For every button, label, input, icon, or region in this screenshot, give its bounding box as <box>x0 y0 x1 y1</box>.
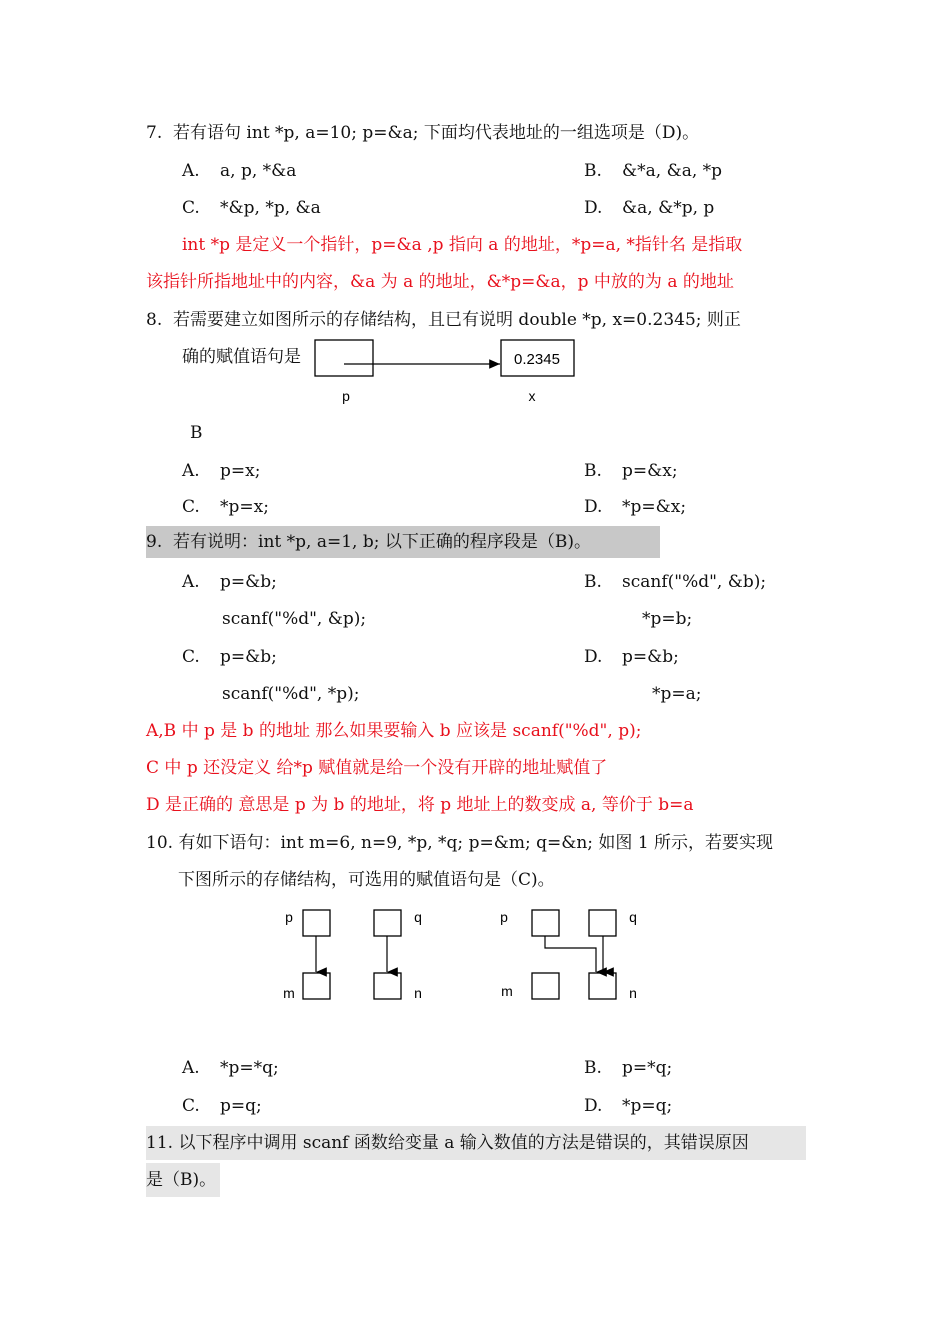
q7-option-b-label: B. <box>584 161 602 181</box>
q10-stem-line1: 10. 有如下语句：int m=6, n=9, *p, *q; p=&m; q=&n; 如图 1 所示，若要实现 <box>146 833 774 853</box>
q10-left-p-box <box>303 910 330 936</box>
q9-explanation-line2: C 中 p 还没定义 给*p 赋值就是给一个没有开辟的地址赋值了 <box>146 758 608 778</box>
q10-left-label-p: p <box>285 909 293 925</box>
q10-option-d-label: D. <box>584 1096 603 1116</box>
q9-explanation-line1: A,B 中 p 是 b 的地址 那么如果要输入 b 应该是 scanf("%d", p); <box>146 721 642 741</box>
q8-option-a-text: p=x; <box>220 461 261 481</box>
q10-stem-line2: 下图所示的存储结构，可选用的赋值语句是（C)。 <box>178 870 555 890</box>
q10-option-d-text: *p=q; <box>622 1096 673 1116</box>
q8-option-a-label: A. <box>182 461 200 481</box>
q8-option-d-text: *p=&x; <box>622 497 687 517</box>
q8-p-box <box>315 340 373 376</box>
q10-left-label-q: q <box>414 909 422 925</box>
q8-option-c-text: *p=x; <box>220 497 269 517</box>
q8-label-p: p <box>342 388 350 404</box>
q10-option-b-label: B. <box>584 1058 602 1078</box>
q8-stem-line1: 8. 若需要建立如图所示的存储结构，且已有说明 double *p, x=0.2345; 则正 <box>146 310 741 330</box>
q9-option-a-label: A. <box>182 572 200 592</box>
q10-right-label-p: p <box>500 909 508 925</box>
q9-option-a-line1: p=&b; <box>220 572 277 592</box>
q10-option-c-text: p=q; <box>220 1096 262 1116</box>
q8-option-d-label: D. <box>584 497 603 517</box>
q9-option-c-label: C. <box>182 647 200 667</box>
q7-explanation-line2: 该指针所指地址中的内容，&a 为 a 的地址，&*p=&a，p 中放的为 a 的地址 <box>146 272 734 292</box>
q10-option-a-label: A. <box>182 1058 200 1078</box>
q7-option-c-text: *&p, *p, &a <box>220 198 321 218</box>
q8-option-b-text: p=&x; <box>622 461 678 481</box>
q10-option-a-text: *p=*q; <box>220 1058 279 1078</box>
q9-stem: 9. 若有说明：int *p, a=1, b; 以下正确的程序段是（B)。 <box>146 526 660 558</box>
q7-option-d-label: D. <box>584 198 603 218</box>
q11-stem-line2: 是（B)。 <box>146 1163 220 1197</box>
q10-pointer-diagram <box>275 900 655 1010</box>
q8-pointer-diagram <box>310 335 590 415</box>
q9-option-d-line1: p=&b; <box>622 647 679 667</box>
q10-left-label-m: m <box>283 985 295 1001</box>
q7-option-a-text: a, p, *&a <box>220 161 297 181</box>
q10-left-q-box <box>374 910 401 936</box>
q9-option-c-line1: p=&b; <box>220 647 277 667</box>
q10-right-label-q: q <box>629 909 637 925</box>
q7-option-b-text: &*a, &a, *p <box>622 161 723 181</box>
q9-option-d-label: D. <box>584 647 603 667</box>
q7-option-d-text: &a, &*p, p <box>622 198 715 218</box>
q10-right-q-box <box>589 910 616 936</box>
q9-explanation-line3: D 是正确的 意思是 p 为 b 的地址，将 p 地址上的数变成 a, 等价于 b=a <box>146 795 694 815</box>
q7-stem: 7. 若有语句 int *p, a=10; p=&a; 下面均代表地址的一组选项是（D)。 <box>146 123 700 143</box>
q10-left-n-box <box>374 973 401 999</box>
q8-option-c-label: C. <box>182 497 200 517</box>
q10-right-p-box <box>532 910 559 936</box>
q10-right-m-box <box>532 973 559 999</box>
q9-option-b-line1: scanf("%d", &b); <box>622 572 767 592</box>
q10-left-m-box <box>303 973 330 999</box>
q10-right-label-m: m <box>501 983 513 999</box>
q10-right-arrow-p <box>545 936 596 972</box>
q8-option-b-label: B. <box>584 461 602 481</box>
q10-right-label-n: n <box>629 985 637 1001</box>
q10-option-b-text: p=*q; <box>622 1058 673 1078</box>
q8-stem-line2: 确的赋值语句是 <box>182 347 301 367</box>
q7-option-c-label: C. <box>182 198 200 218</box>
q10-option-c-label: C. <box>182 1096 200 1116</box>
q8-answer: B <box>190 423 203 443</box>
q8-x-value: 0.2345 <box>514 351 560 368</box>
q9-option-a-line2: scanf("%d", &p); <box>222 609 367 629</box>
q11-stem-line1: 11. 以下程序中调用 scanf 函数给变量 a 输入数值的方法是错误的，其错误原因 <box>146 1126 806 1160</box>
q10-right-n-box <box>589 973 616 999</box>
q9-option-c-line2: scanf("%d", *p); <box>222 684 360 704</box>
q7-explanation-line1: int *p 是定义一个指针，p=&a ,p 指向 a 的地址，*p=a, *指针名 是指取 <box>182 235 743 255</box>
q10-left-label-n: n <box>414 985 422 1001</box>
q9-option-d-line2: *p=a; <box>652 684 702 704</box>
q9-option-b-line2: *p=b; <box>642 609 693 629</box>
q8-label-x: x <box>528 388 536 404</box>
q9-option-b-label: B. <box>584 572 602 592</box>
q7-option-a-label: A. <box>182 161 200 181</box>
